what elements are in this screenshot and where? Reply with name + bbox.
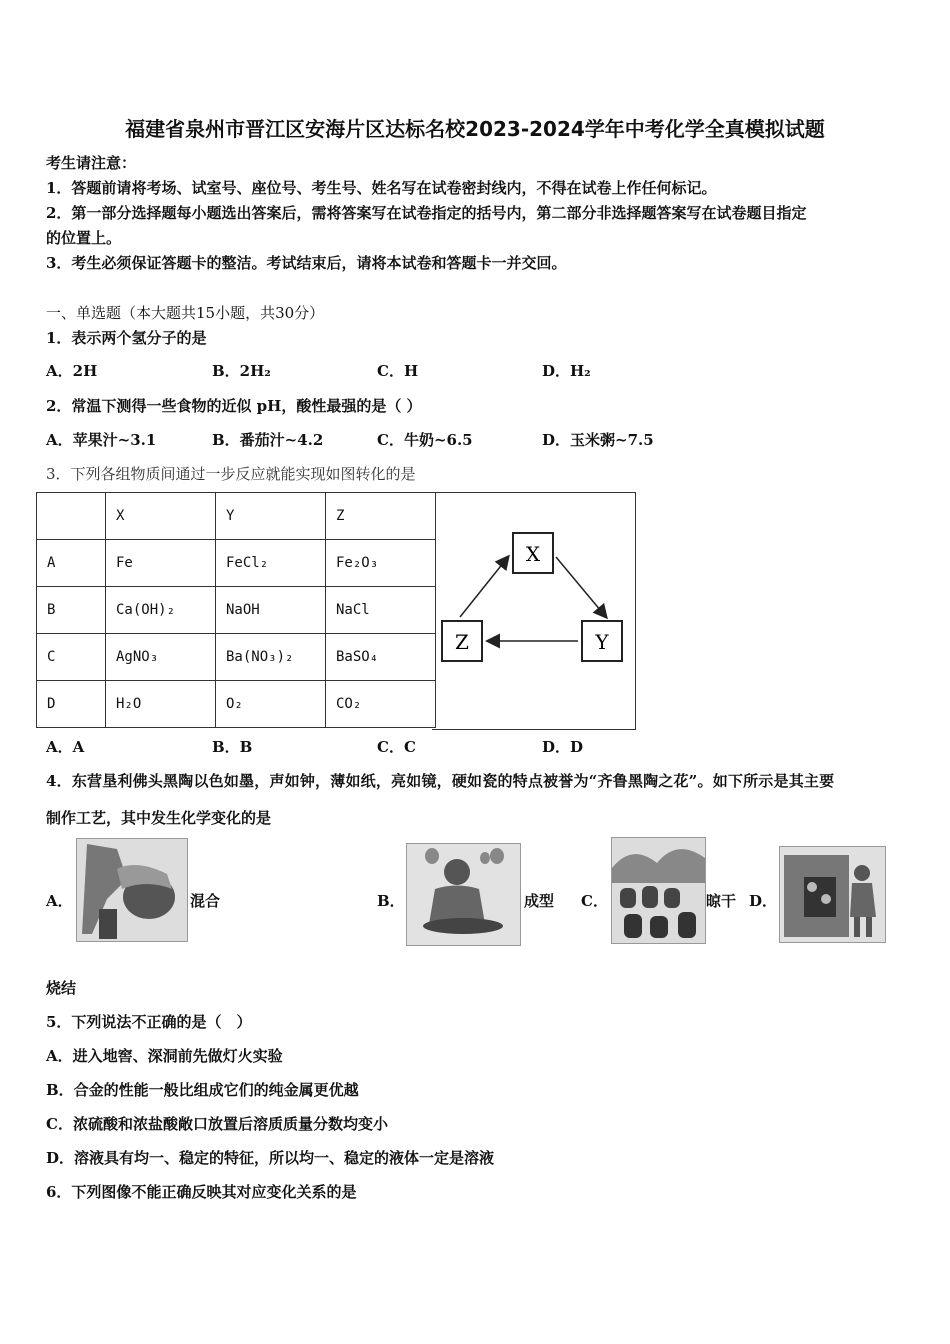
q5-option-d: D．溶液具有均一、稳定的特征，所以均一、稳定的液体一定是溶液 [46, 1149, 495, 1167]
q3-stem: 3．下列各组物质间通过一步反应就能实现如图转化的是 [46, 465, 416, 483]
q2-option-c: C．牛奶~6.5 [377, 431, 473, 449]
q3-option-d: D．D [542, 738, 584, 756]
q4-option-a-letter: A． [46, 892, 73, 910]
q1-option-b: B．2H₂ [212, 362, 271, 380]
q4-stem-line2: 制作工艺，其中发生化学变化的是 [46, 809, 272, 827]
pottery-drying-image [611, 837, 706, 944]
q5-option-c: C．浓硫酸和浓盐酸敞口放置后溶质质量分数均变小 [46, 1115, 388, 1133]
section-heading: 一、单选题（本大题共15小题，共30分） [46, 304, 325, 322]
q2-stem: 2．常温下测得一些食物的近似 pH，酸性最强的是（ ） [46, 397, 422, 415]
table-cell: C [37, 634, 106, 681]
table-cell: O₂ [216, 681, 326, 728]
table-cell: Fe [106, 540, 216, 587]
q3-option-b: B．B [212, 738, 253, 756]
node-z-label: Z [455, 630, 469, 654]
arrow-x-to-y [556, 557, 606, 617]
q1-stem: 1．表示两个氢分子的是 [46, 329, 207, 347]
table-cell: BaSO₄ [326, 634, 436, 681]
q6-stem: 6．下列图像不能正确反映其对应变化关系的是 [46, 1183, 357, 1201]
table-cell: A [37, 540, 106, 587]
table-cell: X [106, 493, 216, 540]
table-cell: Fe₂O₃ [326, 540, 436, 587]
notice-item: 1．答题前请将考场、试室号、座位号、考生号、姓名写在试卷密封线内，不得在试卷上作任何标记。 [46, 179, 717, 197]
q4-stem-line1: 4．东营垦利佛头黑陶以色如墨，声如钟，薄如纸，亮如镜，硬如瓷的特点被誉为“齐鲁黑陶之花”。如下所示是其主要 [46, 772, 835, 790]
q3-conversion-diagram [432, 492, 636, 730]
q4-option-c-label: 晾干 [706, 892, 737, 910]
table-row [37, 493, 436, 540]
q3-option-c: C．C [377, 738, 416, 756]
pottery-mixing-image [76, 838, 188, 942]
page-title: 福建省泉州市晋江区安海片区达标名校2023-2024学年中考化学全真模拟试题 [125, 117, 825, 141]
q5-option-a: A．进入地窖、深洞前先做灯火实验 [46, 1047, 283, 1065]
table-cell: NaOH [216, 587, 326, 634]
table-row [37, 540, 436, 587]
table-cell: H₂O [106, 681, 216, 728]
q4-option-b-letter: B． [377, 892, 405, 910]
table-cell: CO₂ [326, 681, 436, 728]
node-y-label: Y [595, 630, 609, 654]
table-cell: Z [326, 493, 436, 540]
notice-item: 3．考生必须保证答题卡的整洁。考试结束后，请将本试卷和答题卡一并交回。 [46, 254, 567, 272]
q2-option-a: A．苹果汁~3.1 [46, 431, 157, 449]
drying-illustration [612, 838, 705, 943]
pottery-forming-image [406, 843, 521, 946]
arrow-z-to-x [460, 557, 508, 617]
q2-option-b: B．番茄汁~4.2 [212, 431, 324, 449]
table-cell: NaCl [326, 587, 436, 634]
table-row [37, 634, 436, 681]
conversion-diagram-svg [432, 493, 636, 731]
q2-option-d: D．玉米粥~7.5 [542, 431, 654, 449]
q1-option-d: D．H₂ [542, 362, 591, 380]
forming-illustration [407, 844, 520, 945]
table-cell: Y [216, 493, 326, 540]
table-cell: D [37, 681, 106, 728]
mixing-illustration [77, 839, 187, 941]
notice-heading: 考生请注意： [46, 154, 137, 172]
table-cell: Ca(OH)₂ [106, 587, 216, 634]
q4-option-a-label: 混合 [190, 892, 221, 910]
q4-option-c-letter: C． [581, 892, 608, 910]
q5-option-b: B．合金的性能一般比组成它们的纯金属更优越 [46, 1081, 359, 1099]
notice-item: 的位置上。 [46, 229, 122, 247]
q1-option-a: A．2H [46, 362, 98, 380]
q3-option-a: A．A [46, 738, 85, 756]
table-cell: AgNO₃ [106, 634, 216, 681]
table-row [37, 587, 436, 634]
q1-option-c: C．H [377, 362, 419, 380]
table-cell: FeCl₂ [216, 540, 326, 587]
q5-stem: 5．下列说法不正确的是（ ） [46, 1013, 252, 1031]
table-cell: Ba(NO₃)₂ [216, 634, 326, 681]
pottery-firing-image [779, 846, 886, 943]
q3-table [36, 492, 436, 728]
q4-option-b-label: 成型 [524, 892, 555, 910]
firing-illustration [780, 847, 885, 942]
q4-option-d-letter: D． [749, 892, 778, 910]
table-cell: B [37, 587, 106, 634]
q4-option-d-label: 烧结 [46, 979, 77, 997]
node-x-label: X [525, 542, 541, 566]
table-row [37, 681, 436, 728]
notice-item: 2．第一部分选择题每小题选出答案后，需将答案写在试卷指定的括号内，第二部分非选择题答案写在试卷题目指定 [46, 204, 807, 222]
table-cell [37, 493, 106, 540]
